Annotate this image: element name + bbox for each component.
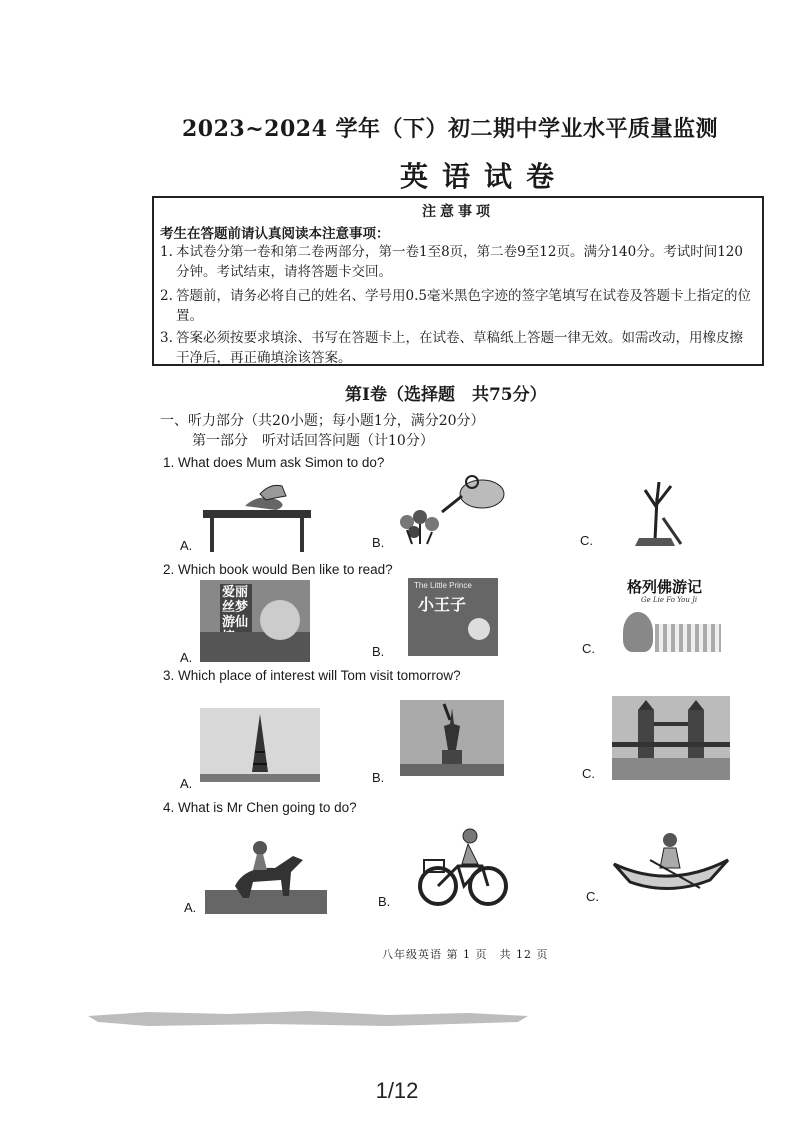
question-3: 3. Which place of interest will Tom visit tomorrow? bbox=[163, 668, 461, 683]
option-c-label: C. bbox=[586, 889, 599, 904]
option-a-label: A. bbox=[180, 776, 193, 791]
notice-item-number: 3. bbox=[160, 330, 173, 346]
notice-intro: 考生在答题前请认真阅读本注意事项： bbox=[160, 226, 390, 242]
notice-item-text: 本试卷分第一卷和第二卷两部分，第一卷1至8页，第二卷9至12页。满分140分。考试时间120分钟。考试结束，请将答题卡交回。 bbox=[176, 244, 743, 280]
tower-bridge-image bbox=[612, 696, 730, 780]
book-title-alice: 爱丽丝梦游仙 bbox=[220, 584, 252, 646]
option-c-label: C. bbox=[582, 766, 595, 781]
table-wiping-image bbox=[200, 478, 315, 553]
option-a-label: A. bbox=[180, 538, 193, 553]
eiffel-tower-image bbox=[200, 708, 320, 782]
question-2: 2. Which book would Ben like to read? bbox=[163, 562, 393, 577]
option-b-label: B. bbox=[378, 894, 391, 909]
notice-item bbox=[160, 328, 756, 368]
part-title: 一、听力部分（共20小题；每小题1分，满分20分） bbox=[160, 413, 485, 429]
notice-item-number: 2. bbox=[160, 288, 173, 304]
option-a-label: A. bbox=[184, 900, 197, 915]
exam-subtitle: 英语试卷 bbox=[400, 160, 569, 193]
statue-of-liberty-image bbox=[400, 700, 504, 776]
notice-heading: 注意事项 bbox=[422, 204, 494, 220]
book-title-little-prince-en: The Little Prince bbox=[414, 581, 472, 590]
exam-title: 2023~2024 学年（下）初二期中学业水平质量监测 bbox=[182, 116, 719, 142]
sub-part-title: 第一部分 听对话回答问题（计10分） bbox=[192, 433, 434, 449]
option-b-label: B. bbox=[372, 644, 385, 659]
scan-smudge bbox=[88, 1008, 528, 1030]
notice-item bbox=[160, 286, 756, 326]
watering-flowers-image bbox=[392, 472, 512, 547]
book-title-little-prince: 小王子 bbox=[418, 595, 467, 614]
page-footer: 八年级英语 第 1 页 共 12 页 bbox=[382, 948, 549, 961]
question-4: 4. What is Mr Chen going to do? bbox=[163, 800, 357, 815]
horse-riding-image bbox=[205, 836, 327, 914]
book-cover-little-prince bbox=[408, 578, 498, 656]
question-1: 1. What does Mum ask Simon to do? bbox=[163, 455, 385, 470]
option-c-label: C. bbox=[580, 533, 593, 548]
book-cover-gulliver bbox=[615, 574, 727, 660]
notice-box bbox=[152, 196, 764, 366]
notice-item-text: 答题前，请务必将自己的姓名、学号用0.5毫米黑色字迹的签字笔填写在试卷及答题卡上指定的位置。 bbox=[176, 288, 751, 324]
book-cover-alice bbox=[200, 580, 310, 662]
option-a-label: A. bbox=[180, 650, 193, 665]
book-title-gulliver-pinyin: Ge Lie Fo You Ji bbox=[641, 596, 698, 604]
notice-item bbox=[160, 242, 756, 282]
option-b-label: B. bbox=[372, 535, 385, 550]
option-c-label: C. bbox=[582, 641, 595, 656]
planting-tree-image bbox=[615, 478, 695, 550]
cycling-image bbox=[418, 826, 510, 910]
rowing-boat-image bbox=[610, 830, 732, 896]
page-indicator: 1/12 bbox=[375, 1078, 419, 1103]
notice-item-number: 1. bbox=[160, 244, 173, 260]
section-title: 第Ⅰ卷（选择题 共75分） bbox=[345, 385, 547, 405]
book-title-gulliver: 格列佛游记 bbox=[627, 578, 703, 596]
option-b-label: B. bbox=[372, 770, 385, 785]
notice-item-text: 答案必须按要求填涂、书写在答题卡上，在试卷、草稿纸上答题一律无效。如需改动，用橡皮擦干净后，再正确填涂该答案。 bbox=[176, 330, 743, 366]
